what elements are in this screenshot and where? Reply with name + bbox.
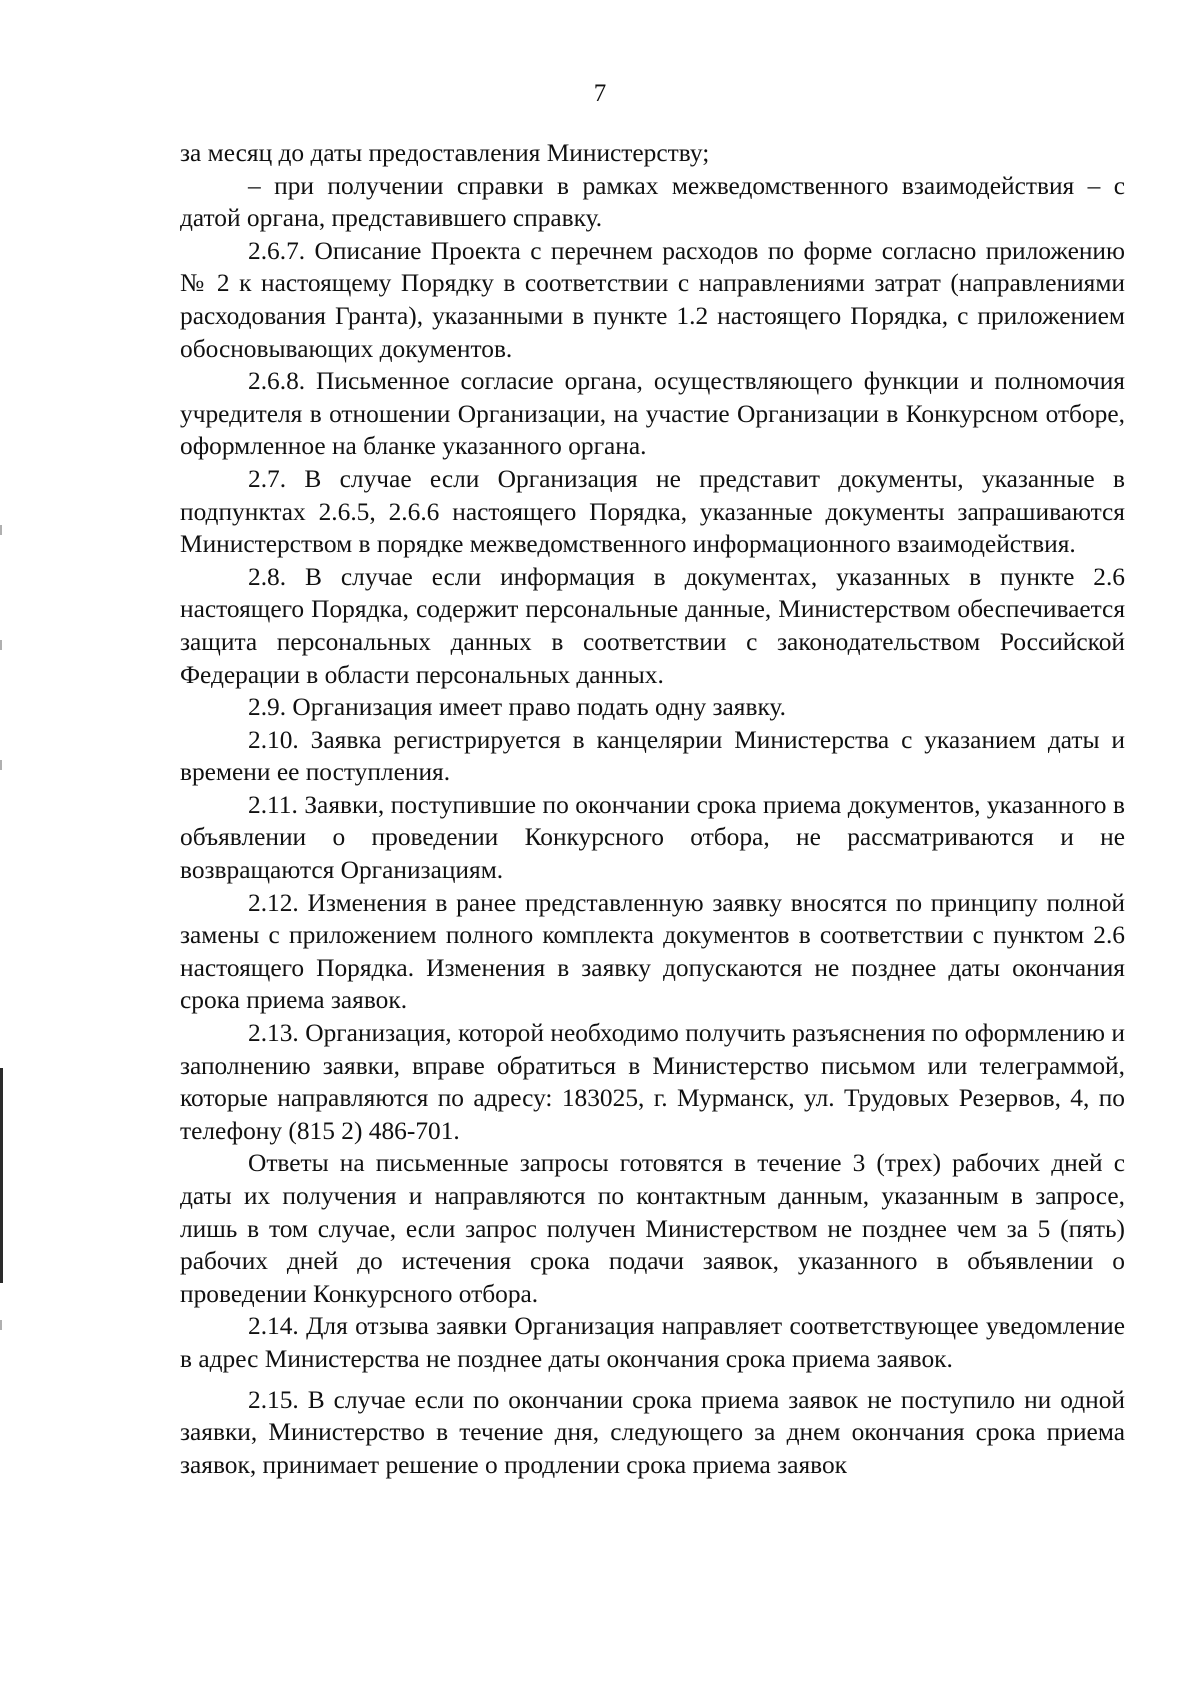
clause-2-12: 2.12. Изменения в ранее представленную заявку вносятся по принципу полной замены с приложением полного комплекта документов в соответствии с пунктом 2.6 настоящего Порядка. Изменения в заявку допускаются не позднее даты окончания срока приема заявок. [180, 888, 1125, 1015]
clause-2-15: 2.15. В случае если по окончании срока приема заявок не поступило ни одной заявки, Министерство в течение дня, следующего за днем окончания срока приема заявок, принимает решение о продлении срока приема заявок [180, 1385, 1125, 1479]
scan-edge-line [0, 1068, 3, 1283]
scan-edge-mark [0, 525, 2, 535]
scan-edge-mark [0, 1320, 2, 1330]
clause-2-9: 2.9. Организация имеет право подать одну заявку. [248, 693, 786, 722]
scan-edge-mark [0, 640, 2, 650]
clause-2-13-responses: Ответы на письменные запросы готовятся в течение 3 (трех) рабочих дней с даты их получения и направляются по контактным данным, указанным в запросе, лишь в том случае, если запрос получен Министерством не позднее чем за 5 (пять) рабочих дней до истечения срока подачи заявок, указанного в объявлении о проведении Конкурсного отбора. [180, 1149, 1125, 1308]
document-body [180, 137, 1125, 1481]
page-number: 7 [593, 80, 607, 107]
paragraph: за месяц до даты предоставления Министерству; [180, 139, 710, 167]
clause-2-11: 2.11. Заявки, поступившие по окончании срока приема документов, указанного в объявлении о проведении Конкурсного отбора, не рассматриваются и не возвращаются Организациям. [180, 790, 1125, 885]
clause-2-14: 2.14. Для отзыва заявки Организация направляет соответствующее уведомление в адрес Министерства не позднее даты окончания срока приема заявок. [180, 1312, 1125, 1373]
clause-2-6-7: 2.6.7. Описание Проекта с перечнем расходов по форме согласно приложению № 2 к настоящему Порядку в соответствии с направлениями затрат (направлениями расходования Гранта), указанными в пункте 1.2 настоящего Порядка, с приложением обосновывающих документов. [180, 236, 1125, 363]
clause-2-13: 2.13. Организация, которой необходимо получить разъяснения по оформлению и заполнению заявки, вправе обратиться в Министерство письмом или телеграммой, которые направляются по адресу: 183025, г. Мурманск, ул. Трудовых Резервов, 4, по телефону (815 2) 486-701. [180, 1019, 1125, 1145]
clause-2-8: 2.8. В случае если информация в документах, указанных в пункте 2.6 настоящего Порядка, содержит персональные данные, Министерством обеспечивается защита персональных данных в соответствии с законодательством Российской Федерации в области персональных данных. [180, 562, 1125, 689]
list-item-paragraph: – при получении справки в рамках межведомственного взаимодействия – с датой органа, представившего справку. [180, 171, 1125, 233]
clause-2-6-8: 2.6.8. Письменное согласие органа, осуществляющего функции и полномочия учредителя в отношении Организации, на участие Организации в Конкурсном отборе, оформленное на бланке указанного органа. [180, 367, 1125, 461]
scan-edge-mark [0, 760, 2, 770]
clause-2-7: 2.7. В случае если Организация не представит документы, указанные в подпунктах 2.6.5, 2.6.6 настоящего Порядка, указанные документы запрашиваются Министерством в порядке межведомственного информационного взаимодействия. [180, 464, 1125, 559]
clause-2-10: 2.10. Заявка регистрируется в канцелярии Министерства с указанием даты и времени ее поступления. [180, 725, 1125, 787]
